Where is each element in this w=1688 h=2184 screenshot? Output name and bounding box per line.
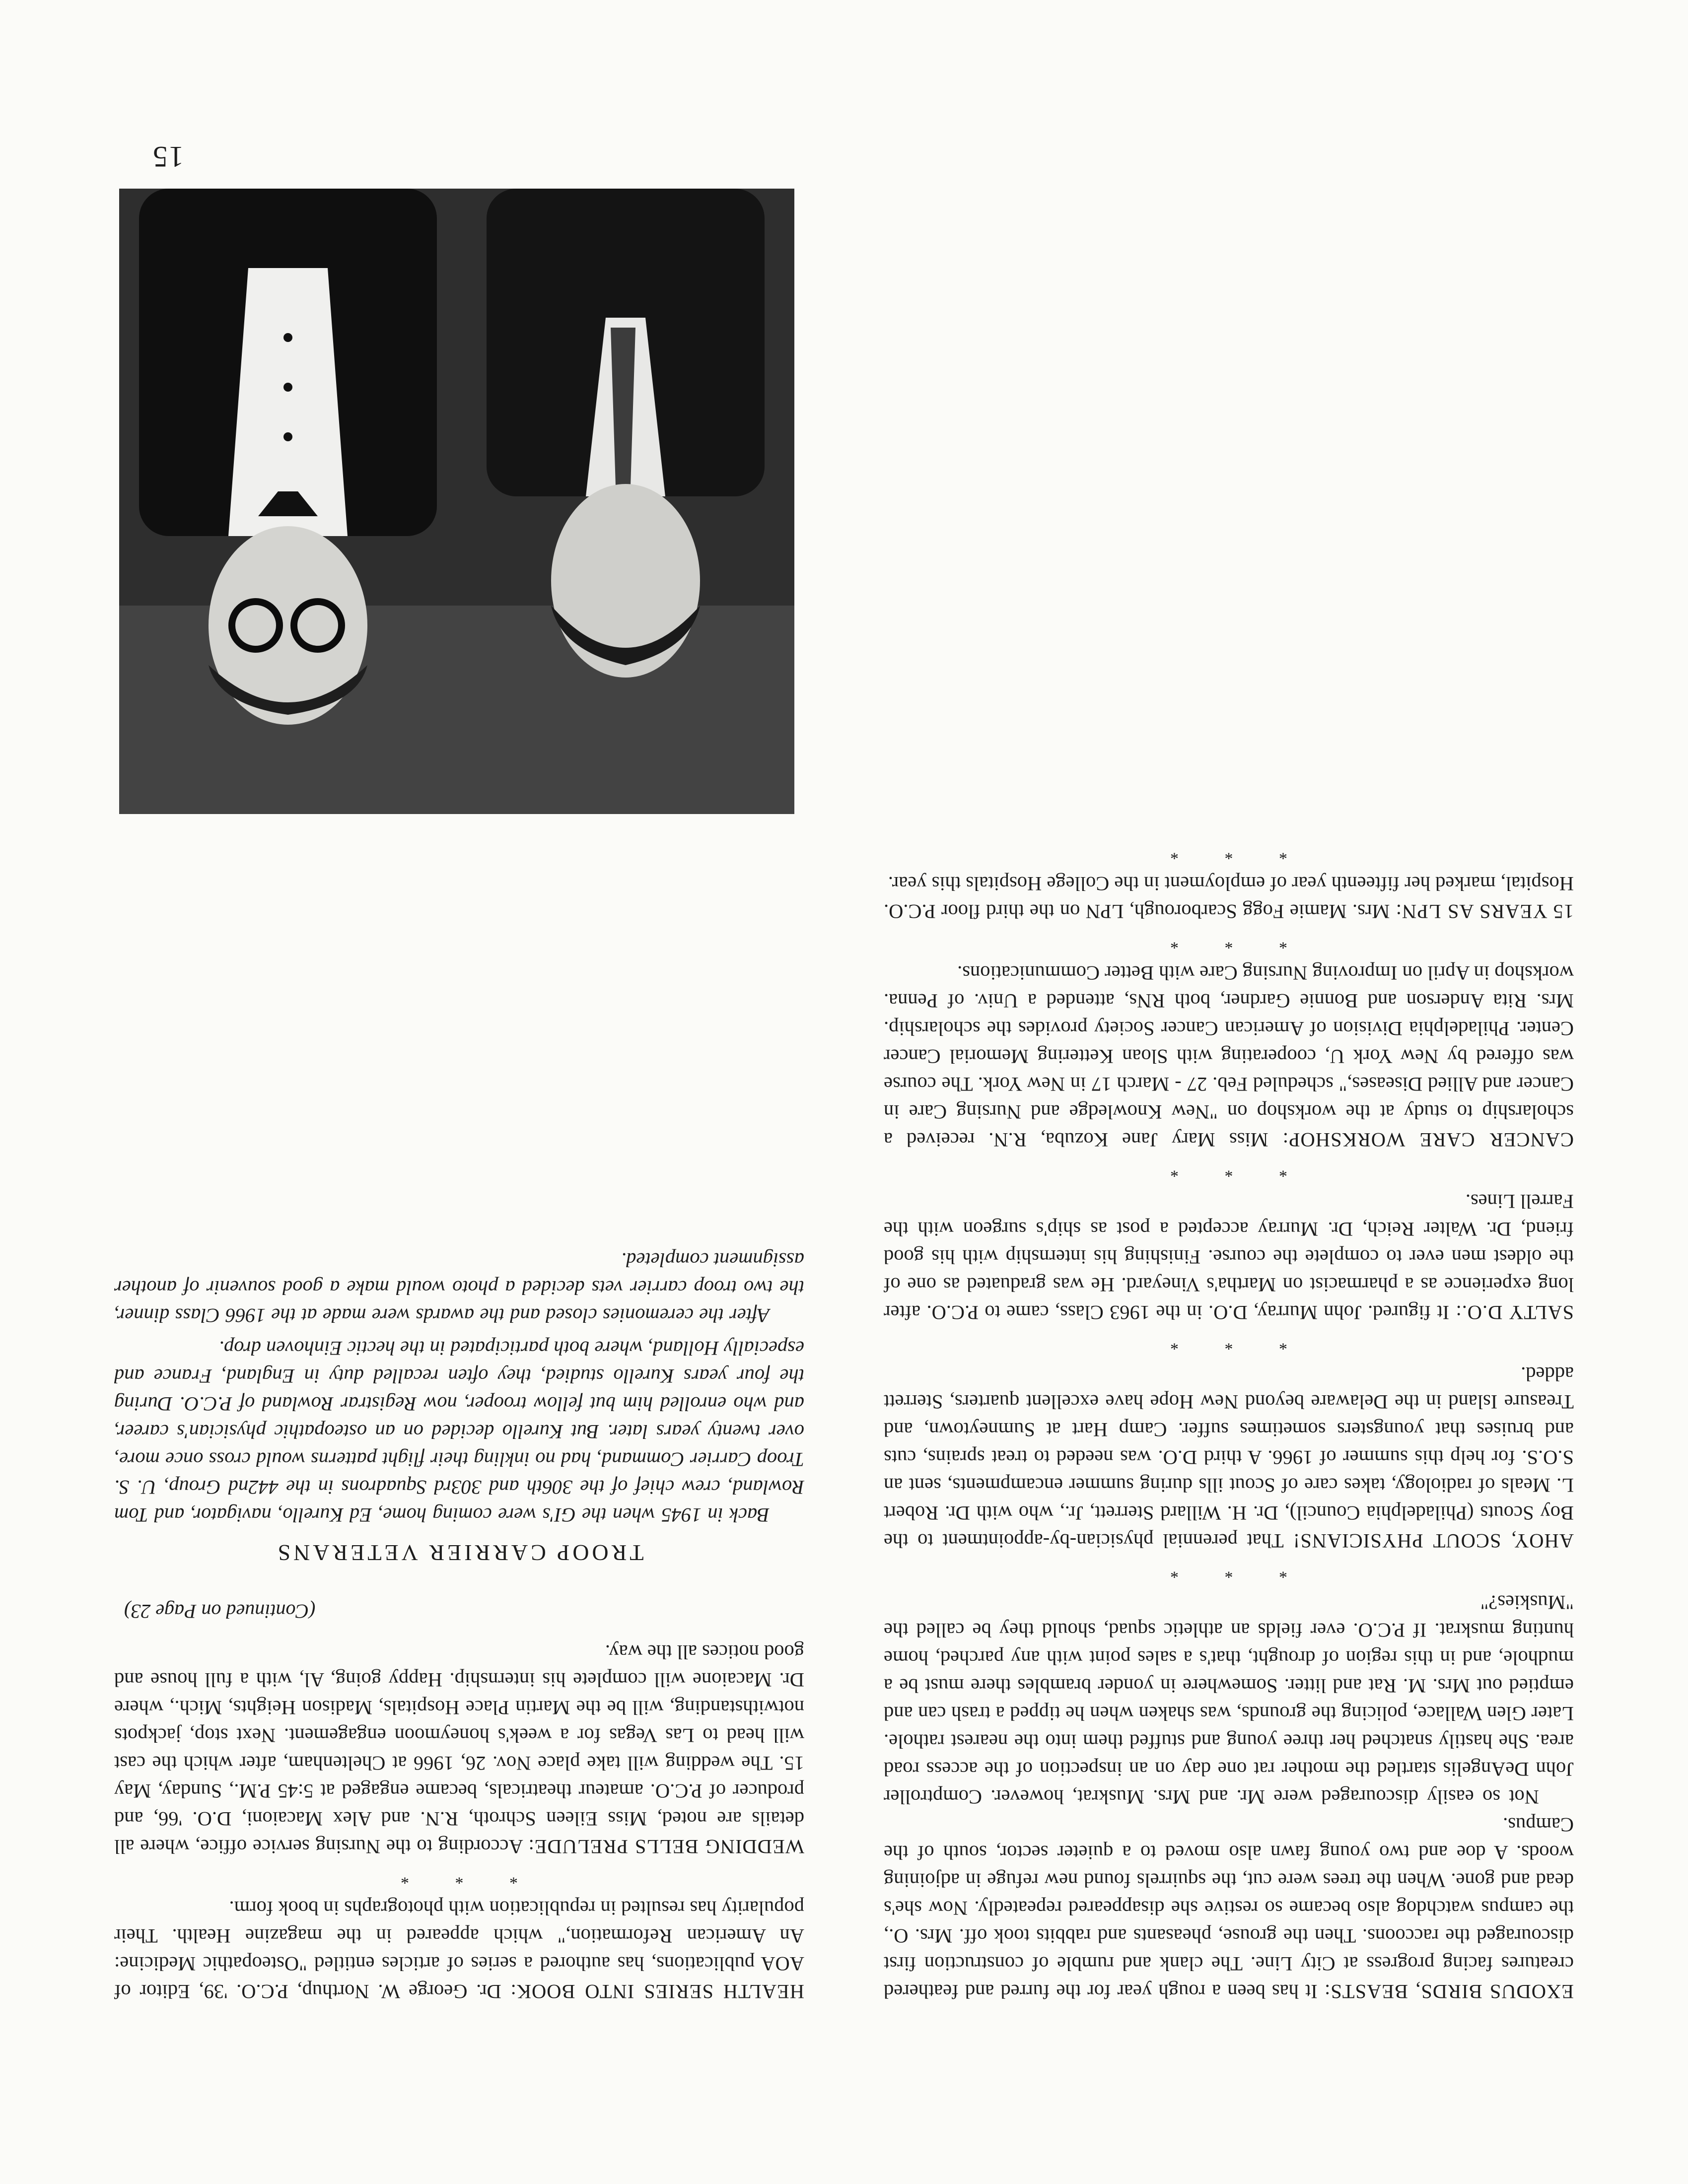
lpn-heading: 15 YEARS AS LPN: xyxy=(1395,900,1574,923)
item-health-series xyxy=(114,1894,804,2005)
lpn-paragraph: 15 YEARS AS LPN: Mrs. Mamie Fogg Scarborough, LPN on the third floor P.C.O. Hospital, marked her fifteenth year of employment in the College Hospitals this year. xyxy=(883,873,1574,923)
separator-stars: * * * xyxy=(1149,844,1287,863)
separator-stars: * * * xyxy=(1149,1563,1287,1581)
health-series-paragraph: HEALTH SERIES INTO BOOK: Dr. George W. Northup, P.C.O. '39, Editor of AOA publications, has authored a series of articles entitled "Osteopathic Medicine: An American Reformation," which appeared in the magazine Health. Their popularity has resulted in republication with photographs in book form. xyxy=(114,1897,804,2003)
separator-stars: * * * xyxy=(1149,1162,1287,1180)
right-column xyxy=(114,1246,804,2005)
stud-icon xyxy=(283,333,292,342)
ahoy-heading: AHOY, SCOUT PHYSICIANS! xyxy=(1292,1530,1574,1552)
health-series-heading: HEALTH SERIES INTO BOOK: xyxy=(510,1980,804,2003)
photo xyxy=(119,189,794,814)
item-lpn xyxy=(884,870,1574,925)
item-exodus xyxy=(884,1588,1574,2005)
troop-carrier-title: TROOP CARRIER VETERANS xyxy=(275,1540,644,1566)
item-cancer xyxy=(884,959,1574,1154)
troop-carrier-text xyxy=(114,1246,804,1529)
separator-stars: * * * xyxy=(1149,1335,1287,1353)
photo-illustration xyxy=(119,189,794,814)
continued-note: (Continued on Page 23) xyxy=(124,1600,316,1623)
separator-stars: * * * xyxy=(1149,934,1287,952)
troop-paragraph-1: Back in 1945 when the GI's were coming home, Ed Kurello, navigator, and Tom Rowland, crew chief of the 306th and 303rd Squadrons in the 442nd Group, U. S. Troop Carrier Command, had no inkling their flight patterns would cross once more, over twenty years later. But Kurello decided on an osteopathic physician's career, and who enrolled him but fellow trooper, now Registrar Rowland of P.C.O. During the four years Kurello studied, they often recalled duty in England, France and especially Holland, where both participated in the hectic Einhoven drop. xyxy=(114,1337,804,1526)
item-wedding xyxy=(114,1638,804,1860)
salty-paragraph: SALTY D.O.: It figured. John Murray, D.O. in the 1963 Class, came to P.C.O. after long experience as a pharmacist on Martha's Vineyard. He was graduated as one of the oldest men ever to complete the course. Finishing his internship with his good friend, Dr. Walter Reich, Dr. Murray accepted a post as ship's surgeon with the Farrell Lines. xyxy=(883,1190,1574,1324)
cancer-heading: CANCER CARE WORKSHOP: xyxy=(1282,1129,1574,1151)
exodus-heading: EXODUS BIRDS, BEASTS: xyxy=(1324,1980,1574,2003)
left-column xyxy=(884,836,1574,2005)
salty-heading: SALTY D.O.: xyxy=(1455,1301,1574,1324)
item-ahoy xyxy=(884,1360,1574,1555)
wedding-paragraph: WEDDING BELLS PRELUDE: According to the Nursing service office, where all details are noted, Miss Eileen Schroth, R.N. and Alex Macaioni, D.O. '66, and producer of P.C.O. amateur theatricals, became engaged at 5:45 P.M., Sunday, May 15. The wedding will take place Nov. 26, 1966 at Cheltenham, after which the cast will head to Las Vegas for a week's honeymoon engagement. Next stop, jackpots notwithstanding, will be the Martin Place Hospitals, Madison Heights, Mich., where Dr. Macaione will complete his internship. Happy going, Al, with a full house and good notices all the way. xyxy=(114,1641,804,1858)
page-number: 15 xyxy=(152,140,184,173)
ahoy-paragraph: AHOY, SCOUT PHYSICIANS! That perennial physician-by-appointment to the Boy Scouts (Philadelphia Council), Dr. H. Willard Sterrett, Jr., who with Dr. Robert L. Meals of radiology, takes care of Scout ills during summer encampments, sent an S.O.S. for help this summer of 1966. A third D.O. was needed to treat sprains, cuts and bruises that youngsters sometimes suffer. Camp Hart at Sumneytown, and Treasure Island in the Delaware beyond New Hope have excellent quarters, Sterrett added. xyxy=(884,1363,1574,1552)
wedding-heading: WEDDING BELLS PRELUDE: xyxy=(528,1836,804,1858)
cancer-paragraph: CANCER CARE WORKSHOP: Miss Mary Jane Kozuba, R.N. received a scholarship to study at the workshop on "New Knowledge and Nursing Care in Cancer and Allied Diseases," scheduled Feb. 27 - March 17 in New York. The course was offered by New York U, cooperating with Sloan Kettering Memorial Cancer Center. Philadelphia Division of American Cancer Society provides the scholarship. Mrs. Rita Anderson and Bonnie Gardner, both RNs, attended a Univ. of Penna. workshop in April on Improving Nursing Care with Better Communications. xyxy=(884,962,1574,1151)
stud-icon xyxy=(283,383,292,392)
stud-icon xyxy=(283,432,292,441)
separator-stars: * * * xyxy=(380,1869,518,1887)
item-salty xyxy=(884,1187,1574,1326)
exodus-paragraph-1: EXODUS BIRDS, BEASTS: It has been a rough year for the furred and feathered creatures facing progress at City Line. The clank and rumble of construction first discouraged the raccoons. Then the grouse, pheasants and rabbits took off. Mrs. O., the campus watchdog also became so restive she disappeared repeatedly. Now she's dead and gone. When the trees were cut, the squirrels found new refuge in adjoining woods. A doe and two young fawn also moved to a quieter sector, south of the Campus. xyxy=(884,1814,1574,2003)
exodus-paragraph-2: Not so easily discouraged were Mr. and Mrs. Muskrat, however. Comptroller John DeAngelis startled the mother rat one day on an inspection of the access road area. She hastily snatched her three young and stuffed them into the nearest rathole. Later Glen Wallace, policing the grounds, was shaken when he tipped a trash can and emptied out Mrs. M. Rat and litter. Somewhere in yonder brambles there must be a mudhole, and in this region of drought, that's a sales point with any parched, home hunting muskrat. If P.C.O. ever fields an athletic squad, should they be called the "Muskies?" xyxy=(884,1591,1574,1808)
troop-paragraph-2: After the ceremonies closed and the awards were made at the 1966 Class dinner, the two troop carrier vets decided a photo would make a good souvenir of another assignment completed. xyxy=(114,1249,804,1327)
